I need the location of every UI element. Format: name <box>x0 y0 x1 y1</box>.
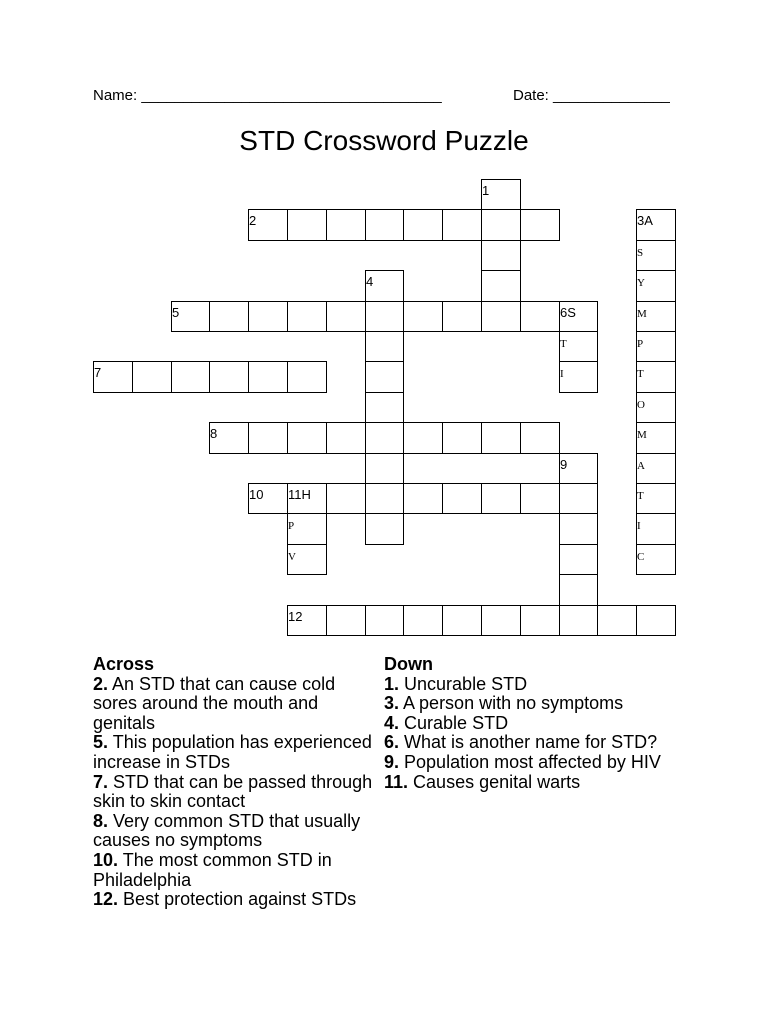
crossword-square <box>442 301 482 332</box>
square-number: 12 <box>288 609 303 624</box>
across-clue <box>93 733 379 772</box>
crossword-square <box>636 209 676 241</box>
clue-number: 3. <box>384 693 400 714</box>
across-clue <box>93 675 379 734</box>
crossword-square <box>636 422 676 454</box>
crossword-square <box>559 301 598 332</box>
crossword-square <box>93 361 133 393</box>
crossword-square <box>403 483 443 514</box>
clue-number: 4. <box>384 712 400 733</box>
square-number: 10 <box>249 487 264 502</box>
name-blank-line: ____________________________________ <box>141 87 442 104</box>
crossword-square <box>209 422 249 454</box>
across-heading: Across <box>93 654 155 674</box>
square-letter: P <box>288 520 295 532</box>
crossword-square <box>171 361 210 393</box>
clue-text: Curable STD <box>404 712 509 733</box>
crossword-square <box>365 453 404 484</box>
crossword-square <box>520 483 560 514</box>
crossword-square <box>442 209 482 241</box>
crossword-square <box>481 483 521 514</box>
crossword-square <box>559 544 598 575</box>
crossword-square <box>636 483 676 514</box>
clue-number: 9. <box>384 751 400 772</box>
square-letter: O <box>637 399 645 411</box>
clue-text: Causes genital warts <box>413 771 581 792</box>
page-title: STD Crossword Puzzle <box>239 125 529 156</box>
crossword-square <box>365 301 404 332</box>
crossword-square <box>559 361 598 393</box>
date-field <box>513 88 670 103</box>
crossword-square <box>287 513 327 545</box>
square-number: 7 <box>94 365 102 380</box>
crossword-square <box>287 301 327 332</box>
crossword-square <box>597 605 637 636</box>
square-number: 3 <box>637 213 645 228</box>
crossword-square <box>132 361 172 393</box>
crossword-square <box>365 483 404 514</box>
crossword-square <box>481 605 521 636</box>
square-letter: I <box>560 368 564 380</box>
square-letter: C <box>637 551 645 563</box>
clue-number: 10. <box>93 849 119 870</box>
down-clue <box>384 773 714 793</box>
square-letter: T <box>560 338 567 350</box>
crossword-square <box>442 605 482 636</box>
crossword-square <box>442 422 482 454</box>
crossword-square <box>520 605 560 636</box>
square-letter: T <box>637 368 644 380</box>
crossword-square <box>403 209 443 241</box>
crossword-square <box>326 422 366 454</box>
crossword-square <box>326 301 366 332</box>
crossword-square <box>287 361 327 393</box>
square-letter: M <box>637 429 647 441</box>
square-letter: I <box>637 520 641 532</box>
crossword-square <box>365 270 404 302</box>
crossword-square <box>559 453 598 484</box>
down-clue <box>384 753 714 773</box>
crossword-square <box>365 361 404 393</box>
square-letter: A <box>644 213 653 228</box>
square-letter: S <box>637 247 644 259</box>
clue-text: Best protection against STDs <box>123 889 357 910</box>
down-clue <box>384 733 714 753</box>
crossword-square <box>636 361 676 393</box>
square-number: 8 <box>210 426 218 441</box>
crossword-square <box>559 331 598 362</box>
crossword-square <box>559 483 598 514</box>
crossword-square <box>481 179 521 210</box>
crossword-square <box>636 331 676 362</box>
crossword-square <box>287 605 327 636</box>
square-letter: T <box>637 490 644 502</box>
crossword-square <box>287 209 327 241</box>
crossword-square <box>248 422 288 454</box>
across-clue <box>93 773 379 812</box>
crossword-square <box>365 331 404 362</box>
crossword-square <box>287 483 327 514</box>
name-label: Name: <box>93 87 138 104</box>
clue-text: The most common STD in Philadelphia <box>93 849 332 890</box>
crossword-square <box>365 513 404 545</box>
square-letter: Y <box>637 277 645 289</box>
crossword-square <box>365 422 404 454</box>
square-letter: P <box>637 338 644 350</box>
clue-number: 1. <box>384 673 400 694</box>
crossword-square <box>287 422 327 454</box>
clue-number: 12. <box>93 889 119 910</box>
clue-number: 11. <box>384 771 409 792</box>
down-clue <box>384 714 714 734</box>
square-number: 4 <box>366 274 374 289</box>
crossword-square <box>636 453 676 484</box>
square-letter: M <box>637 308 647 320</box>
down-heading: Down <box>384 654 433 674</box>
square-letter: S <box>567 305 576 320</box>
crossword-square <box>171 301 210 332</box>
crossword-square <box>365 392 404 423</box>
crossword-square <box>287 544 327 575</box>
crossword-square <box>248 483 288 514</box>
crossword-square <box>403 301 443 332</box>
square-number: 11 <box>288 487 302 502</box>
crossword-square <box>248 209 288 241</box>
crossword-square <box>559 513 598 545</box>
crossword-square <box>481 422 521 454</box>
crossword-square <box>636 513 676 545</box>
crossword-square <box>636 240 676 271</box>
square-number: 5 <box>172 305 180 320</box>
clue-text: What is another name for STD? <box>404 732 658 753</box>
square-letter: H <box>301 487 311 502</box>
crossword-square <box>559 574 598 606</box>
down-clue <box>384 694 714 714</box>
clue-text: Very common STD that usually causes no symptoms <box>93 810 361 851</box>
clue-number: 5. <box>93 732 109 753</box>
date-blank-line: ______________ <box>553 87 670 104</box>
crossword-square <box>520 209 560 241</box>
down-clue <box>384 675 714 695</box>
across-clues <box>93 655 379 910</box>
down-clues <box>384 655 714 792</box>
name-field <box>93 88 442 103</box>
square-number: 1 <box>482 183 490 198</box>
crossword-square <box>326 605 366 636</box>
crossword-square <box>365 605 404 636</box>
crossword-square <box>442 483 482 514</box>
clue-text: STD that can be passed through skin to skin contact <box>93 771 373 812</box>
crossword-square <box>403 605 443 636</box>
crossword-square <box>326 209 366 241</box>
clue-text: Uncurable STD <box>404 673 528 694</box>
crossword-square <box>636 301 676 332</box>
clue-number: 8. <box>93 810 109 831</box>
crossword-square <box>636 270 676 302</box>
date-label: Date: <box>513 87 549 104</box>
clue-number: 2. <box>93 673 109 694</box>
crossword-square <box>559 605 598 636</box>
clue-text: Population most affected by HIV <box>404 751 661 772</box>
across-clue <box>93 812 379 851</box>
clue-text: A person with no symptoms <box>403 693 624 714</box>
crossword-square <box>636 605 676 636</box>
crossword-square <box>481 240 521 271</box>
crossword-square <box>403 422 443 454</box>
crossword-square <box>326 483 366 514</box>
square-number: 9 <box>560 457 568 472</box>
clue-text: An STD that can cause cold sores around the mouth and genitals <box>93 673 336 733</box>
crossword-square <box>636 544 676 575</box>
crossword-square <box>481 270 521 302</box>
across-clue <box>93 890 379 910</box>
square-number: 2 <box>249 213 257 228</box>
crossword-square <box>636 392 676 423</box>
crossword-square <box>248 361 288 393</box>
clue-number: 7. <box>93 771 109 792</box>
square-letter: A <box>637 460 645 472</box>
crossword-square <box>365 209 404 241</box>
crossword-square <box>209 301 249 332</box>
crossword-square <box>248 301 288 332</box>
crossword-square <box>520 422 560 454</box>
square-number: 6 <box>560 305 568 320</box>
crossword-square <box>520 301 560 332</box>
crossword-square <box>209 361 249 393</box>
crossword-square <box>481 209 521 241</box>
across-clue <box>93 851 379 890</box>
crossword-grid <box>93 179 677 637</box>
crossword-square <box>481 301 521 332</box>
clue-text: This population has experienced increase in STDs <box>93 732 372 772</box>
square-letter: V <box>288 551 296 563</box>
clue-number: 6. <box>384 732 400 753</box>
